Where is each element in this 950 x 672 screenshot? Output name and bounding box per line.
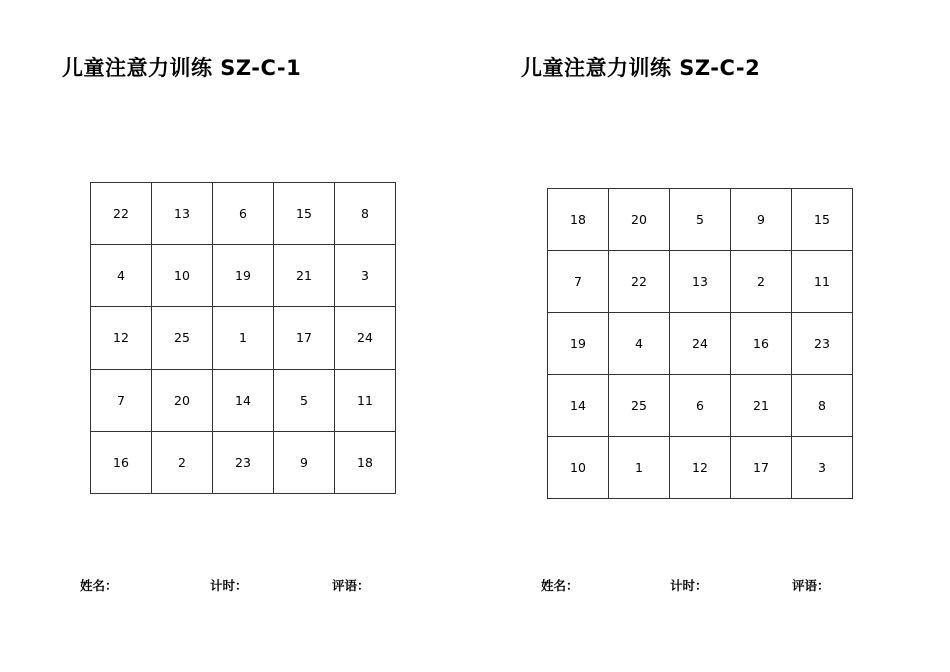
grid-cell: 1 [609,437,670,499]
grid-cell: 5 [670,189,731,251]
grid-cell: 12 [91,307,152,369]
grid-cell: 21 [274,245,335,307]
grid-cell: 4 [609,313,670,375]
grid-cell: 18 [335,431,396,493]
grid-cell: 4 [91,245,152,307]
sheet1-name-label: 姓名： [80,578,118,593]
grid-cell: 17 [731,437,792,499]
sheet2-comment-label: 评语： [792,578,830,593]
grid-row [91,307,396,369]
grid-cell: 21 [731,375,792,437]
grid-cell: 5 [274,369,335,431]
grid-cell: 14 [548,375,609,437]
grid-cell: 13 [670,251,731,313]
grid-row [91,431,396,493]
grid-cell: 13 [152,183,213,245]
grid-row [91,369,396,431]
grid-cell: 15 [792,189,853,251]
grid-cell: 6 [670,375,731,437]
grid-cell: 25 [152,307,213,369]
grid-cell: 17 [274,307,335,369]
grid-cell: 22 [609,251,670,313]
grid-cell: 24 [335,307,396,369]
grid-cell: 2 [731,251,792,313]
grid-cell: 2 [152,431,213,493]
grid-row [548,313,853,375]
grid-row [548,189,853,251]
grid-cell: 3 [792,437,853,499]
grid-cell: 19 [213,245,274,307]
grid-cell: 10 [152,245,213,307]
grid-cell: 14 [213,369,274,431]
grid-cell: 16 [731,313,792,375]
grid-cell: 7 [548,251,609,313]
grid-row [548,375,853,437]
grid-cell: 20 [609,189,670,251]
sheet1-title: 儿童注意力训练 SZ-C-1 [62,56,302,80]
grid-cell: 8 [335,183,396,245]
grid-cell: 22 [91,183,152,245]
grid-cell: 9 [731,189,792,251]
grid-cell: 8 [792,375,853,437]
grid-cell: 19 [548,313,609,375]
sheet1-number-grid [90,182,396,494]
sheet2-name-label: 姓名： [541,578,579,593]
grid-cell: 12 [670,437,731,499]
grid-cell: 7 [91,369,152,431]
sheet2-title: 儿童注意力训练 SZ-C-2 [521,56,761,80]
grid-cell: 25 [609,375,670,437]
grid-cell: 6 [213,183,274,245]
grid-row [91,183,396,245]
grid-cell: 15 [274,183,335,245]
grid-row [548,437,853,499]
grid-cell: 11 [335,369,396,431]
sheet1-comment-label: 评语： [332,578,370,593]
grid-cell: 16 [91,431,152,493]
grid-cell: 9 [274,431,335,493]
sheet2-number-grid [547,188,853,499]
grid-cell: 1 [213,307,274,369]
grid-cell: 11 [792,251,853,313]
grid-cell: 24 [670,313,731,375]
sheet2-time-label: 计时： [670,578,708,593]
grid-cell: 23 [792,313,853,375]
grid-cell: 18 [548,189,609,251]
grid-cell: 20 [152,369,213,431]
grid-cell: 10 [548,437,609,499]
grid-cell: 3 [335,245,396,307]
sheet1-time-label: 计时： [210,578,248,593]
grid-cell: 23 [213,431,274,493]
grid-row [91,245,396,307]
grid-row [548,251,853,313]
